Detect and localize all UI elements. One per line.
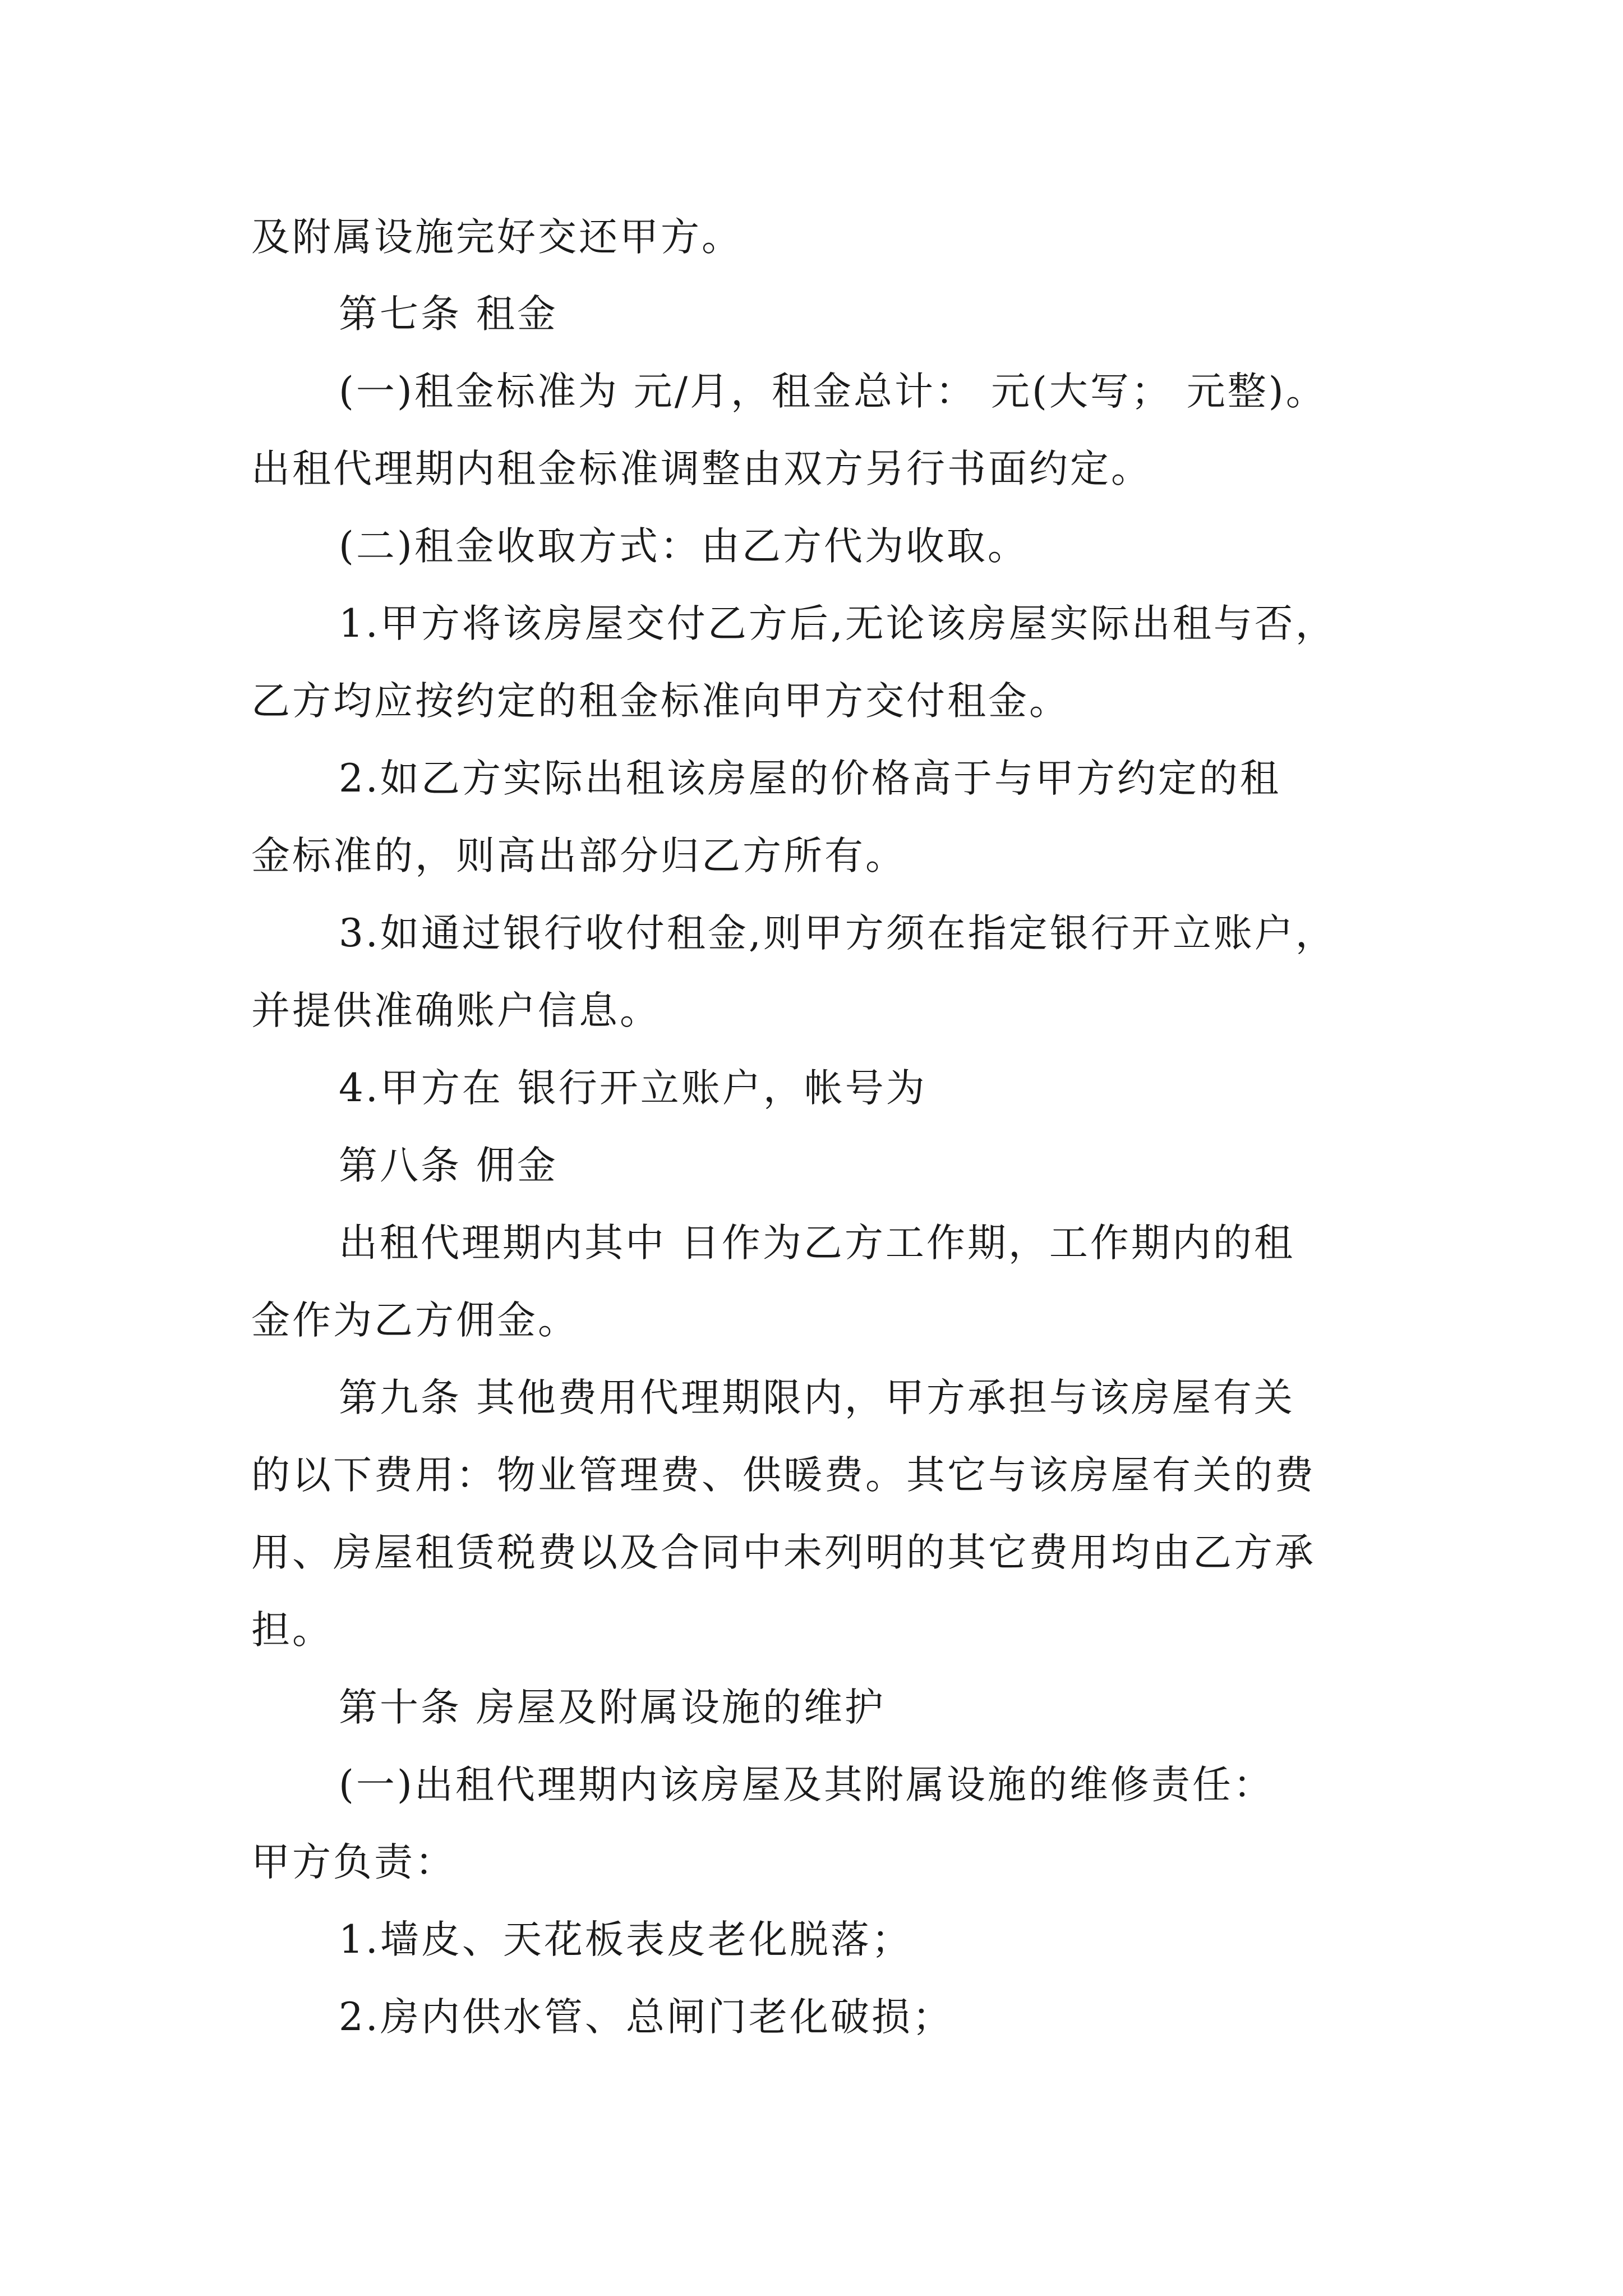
text-line: 担。 bbox=[251, 1608, 333, 1653]
text-line: 甲方负责： bbox=[251, 1840, 456, 1885]
text-line: 第九条 其他费用代理期限内，甲方承担与该房屋有关 bbox=[339, 1375, 1295, 1420]
text-line: 出租代理期内其中 日作为乙方工作期，工作期内的租 bbox=[339, 1221, 1295, 1266]
text-line: 3.如通过银行收付租金,则甲方须在指定银行开立账户， bbox=[339, 911, 1336, 956]
text-line: 4.甲方在 银行开立账户，帐号为 bbox=[339, 1066, 927, 1111]
text-line: (一)租金标准为 元/月，租金总计： 元(大写； 元整)。 bbox=[339, 369, 1327, 414]
text-line: 及附属设施完好交还甲方。 bbox=[251, 215, 743, 260]
text-line: 用、房屋租赁税费以及合同中未列明的其它费用均由乙方承 bbox=[251, 1530, 1316, 1575]
text-line: 乙方均应按约定的租金标准向甲方交付租金。 bbox=[251, 679, 1070, 724]
text-line: 2.如乙方实际出租该房屋的价格高于与甲方约定的租 bbox=[339, 756, 1281, 801]
article-heading: 第十条 房屋及附属设施的维护 bbox=[339, 1685, 886, 1730]
article-heading: 第八条 佣金 bbox=[339, 1143, 558, 1188]
text-line: 的以下费用：物业管理费、供暖费。其它与该房屋有关的费 bbox=[251, 1453, 1316, 1498]
article-heading: 第七条 租金 bbox=[339, 292, 558, 337]
text-line: (一)出租代理期内该房屋及其附属设施的维修责任： bbox=[339, 1763, 1274, 1807]
text-line: (二)租金收取方式：由乙方代为收取。 bbox=[339, 524, 1029, 569]
text-line: 金作为乙方佣金。 bbox=[251, 1298, 579, 1343]
text-line: 并提供准确账户信息。 bbox=[251, 988, 661, 1033]
text-line: 1.甲方将该房屋交付乙方后,无论该房屋实际出租与否， bbox=[339, 601, 1336, 646]
text-line: 1.墙皮、天花板表皮老化脱落； bbox=[339, 1917, 912, 1962]
text-line: 金标准的，则高出部分归乙方所有。 bbox=[251, 834, 906, 878]
text-line: 出租代理期内租金标准调整由双方另行书面约定。 bbox=[251, 447, 1152, 491]
text-line: 2.房内供水管、总闸门老化破损； bbox=[339, 1995, 953, 2040]
